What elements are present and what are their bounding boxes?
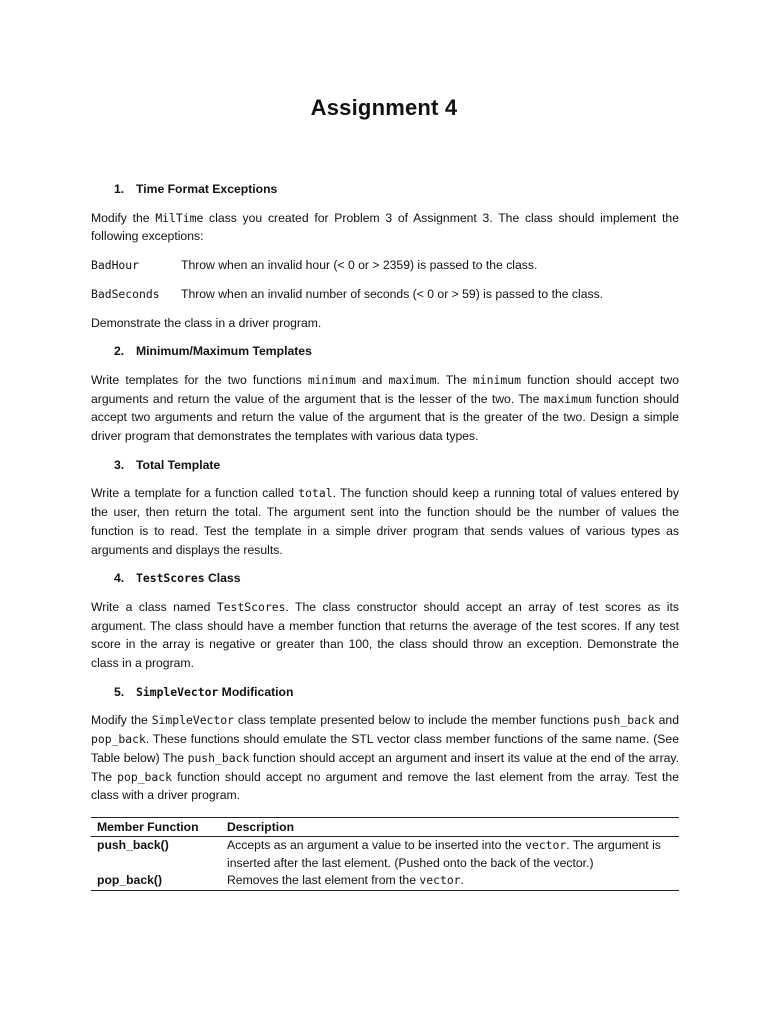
- member-function-table: [91, 817, 679, 891]
- description-cell: [221, 872, 679, 890]
- code-term: total: [298, 486, 333, 501]
- section-heading-2: [91, 342, 679, 361]
- section-5-paragraph: [91, 711, 679, 805]
- code-term: minimum: [307, 372, 356, 387]
- text-run: function should accept two arguments and return the value of the argument that is the lesser of the two. The: [91, 372, 679, 406]
- code-term: vector: [419, 873, 461, 888]
- code-term: minimum: [472, 372, 521, 387]
- text-run: . The: [436, 372, 473, 387]
- section-title: Time Format Exceptions: [136, 182, 278, 196]
- table-row: [91, 872, 679, 890]
- function-cell: push_back(): [97, 838, 169, 853]
- text-run: . These functions should emulate the STL vector class member functions of the same name. (See Table below) The: [91, 732, 679, 765]
- section-number: 2.: [114, 344, 125, 359]
- text-run: and: [355, 372, 389, 387]
- text-run: Write a template for a function called: [91, 486, 299, 501]
- text-run: Removes the last element from the: [227, 873, 420, 888]
- section-4-paragraph: [91, 598, 679, 673]
- section-title: Minimum/Maximum Templates: [136, 344, 312, 359]
- section-heading-4: [91, 569, 679, 588]
- page-title: Assignment 4: [310, 95, 458, 120]
- code-term: TestScores: [216, 599, 286, 614]
- section-title-code: SimpleVector: [136, 684, 219, 699]
- code-term: MilTime: [155, 210, 204, 225]
- section-number: 1.: [114, 182, 125, 196]
- section-title: Class: [204, 571, 241, 586]
- section-title: Total Template: [136, 457, 221, 472]
- text-run: class template presented below to include the member functions: [233, 713, 593, 728]
- code-term: maximum: [543, 391, 592, 406]
- code-term: pop_back: [91, 732, 146, 747]
- exception-description: Throw when an invalid number of seconds (< 0 or > 59) is passed to the class.: [181, 286, 604, 301]
- exception-row-badhour: [91, 256, 679, 275]
- section-number: 3.: [114, 457, 125, 472]
- section-1-paragraph: [91, 209, 679, 246]
- code-term: vector: [525, 838, 567, 853]
- exception-name: BadHour: [91, 258, 140, 273]
- section-heading-5: [91, 683, 679, 702]
- code-term: pop_back: [117, 769, 172, 784]
- section-number: 4.: [114, 571, 125, 586]
- text-run: function should accept an argument and insert its value at the end of the array. The: [91, 750, 679, 784]
- code-term: maximum: [388, 372, 437, 387]
- text-run: Write templates for the two functions: [91, 372, 308, 387]
- code-term: push_back: [187, 750, 250, 765]
- section-title: Modification: [218, 684, 294, 699]
- text-run: Accepts as an argument a value to be inserted into the: [227, 838, 526, 853]
- exception-name: BadSeconds: [91, 286, 160, 301]
- section-title-code: TestScores: [136, 571, 205, 586]
- section-heading-3: [91, 456, 679, 475]
- text-run: Modify the: [91, 713, 152, 728]
- text-run: class you created for Problem 3 of Assignment 3. The class should implement the following exceptions:: [91, 210, 679, 244]
- section-3-paragraph: [91, 484, 679, 559]
- text-run: .: [460, 873, 464, 888]
- text-run: function should accept two arguments and return the value of the argument that is the greater of the two. Design a simple driver program that demonstrates the templates with various data types.: [91, 391, 679, 444]
- code-term: SimpleVector: [151, 713, 234, 728]
- column-header: Member Function: [91, 817, 221, 837]
- text-run: and: [654, 713, 679, 728]
- section-number: 5.: [114, 684, 125, 699]
- text-run: . The class constructor should accept an array of test scores as its argument. The class should have a member function that returns the average of the test scores. If any test score in the array is negative or greater than 100, the class should throw an exception. Demonstrate the class in a program.: [91, 599, 679, 671]
- code-term: push_back: [592, 713, 655, 728]
- text-run: . The function should keep a running total of values entered by the user, then return the total. The argument sent into the function should be the number of values the function is to read. Test the template in a simple driver program that sends values of various types as arguments and displays the results.: [91, 486, 680, 557]
- text-run: function should accept no argument and remove the last element from the array. Test the class with a driver program.: [91, 769, 679, 803]
- text-run: . The argument is inserted after the last element. (Pushed onto the back of the vector.): [227, 838, 661, 870]
- column-header: Description: [221, 817, 679, 837]
- text-run: Write a class named: [91, 599, 217, 614]
- exception-row-badseconds: [91, 285, 679, 304]
- exception-description: Throw when an invalid hour (< 0 or > 2359) is passed to the class.: [181, 258, 538, 273]
- description-cell: [221, 837, 679, 873]
- table-header-row: [91, 817, 679, 837]
- section-2-paragraph: [91, 371, 679, 446]
- function-cell: pop_back(): [91, 872, 221, 890]
- text-run: Modify the: [91, 210, 156, 225]
- section-heading-1: [91, 180, 679, 199]
- section-1-closing: Demonstrate the class in a driver program.: [91, 315, 322, 330]
- table-row: [91, 837, 679, 873]
- document-body: [91, 180, 679, 891]
